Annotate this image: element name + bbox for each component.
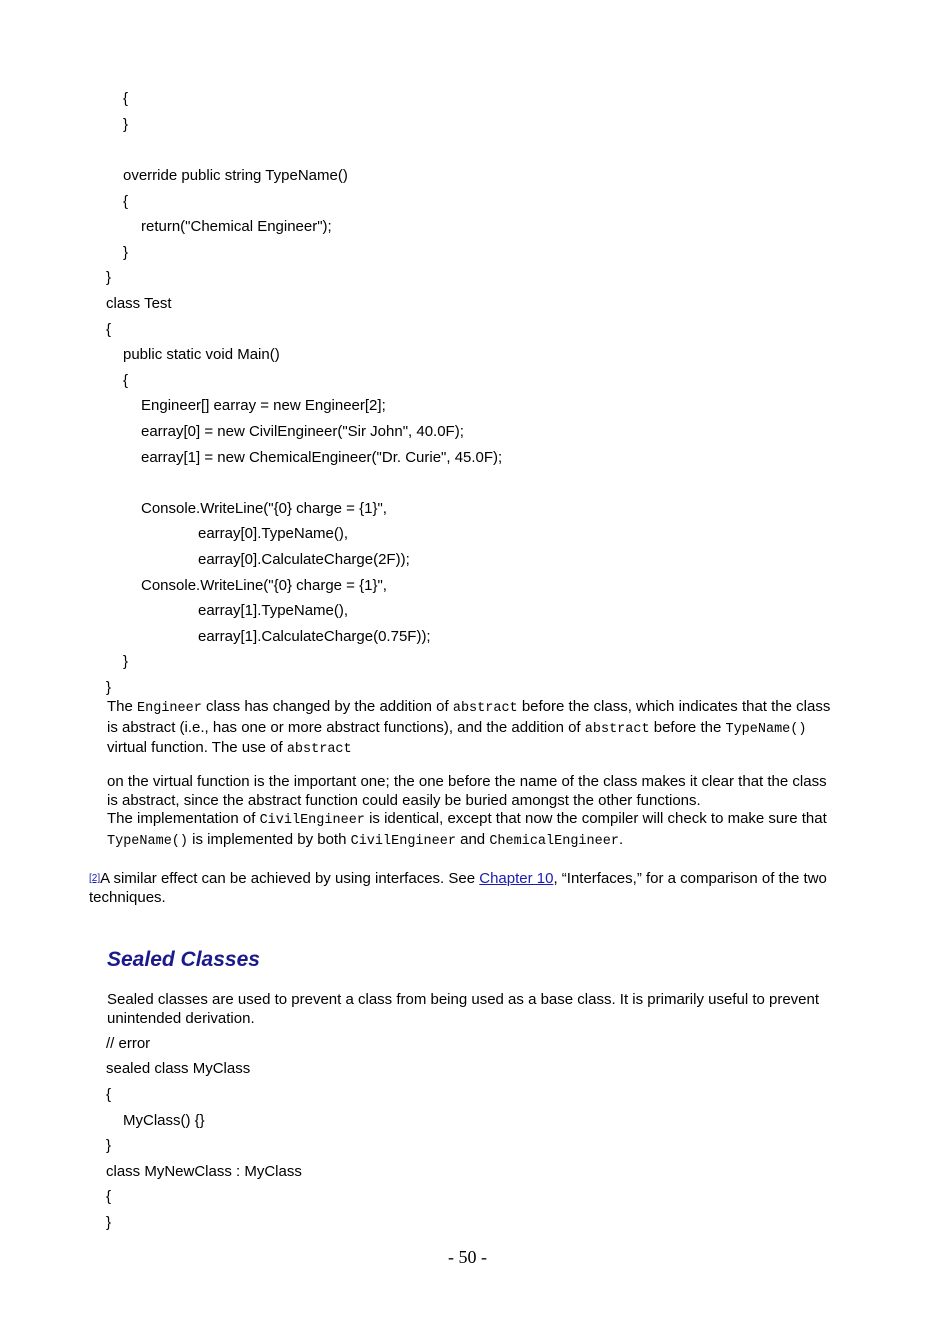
code-line: earray[1] = new ChemicalEngineer("Dr. Curie", 45.0F); [141,449,503,466]
code-run: abstract [584,721,650,737]
code-line: { [106,1086,112,1103]
code-line: class Test [106,295,172,312]
chapter-10-link[interactable]: Chapter 10 [479,870,554,887]
code-run: CivilEngineer [259,813,365,828]
code-run: abstract [452,701,518,716]
code-line: } [106,1214,112,1231]
code-line: class MyNewClass : MyClass [106,1163,302,1180]
text-run: . [618,830,624,848]
code-run: CivilEngineer [350,833,456,849]
code-line: } [106,679,112,696]
text-run: is implemented by both [188,830,351,848]
footnote-ref-link[interactable]: [2] [89,873,101,884]
code-line: { [106,1188,112,1205]
section-heading: Sealed Classes [107,948,260,971]
code-line: override public string TypeName() [123,167,348,184]
code-line: MyClass() {} [123,1112,205,1129]
code-run: abstract [286,742,352,757]
code-line: return("Chemical Engineer"); [141,218,332,235]
code-line: public static void Main() [123,346,280,363]
code-line: } [123,653,129,670]
code-run: TypeName() [107,833,189,849]
code-line: earray[0].TypeName(), [198,525,349,542]
code-line: earray[0] = new CivilEngineer("Sir John", 40.0F); [141,423,464,440]
code-run: TypeName() [725,721,807,737]
code-line: { [106,321,112,338]
text-run: virtual function. The use of [107,739,287,756]
code-line: { [123,90,129,107]
text-run: A similar effect can be achieved by using interfaces. See [100,870,480,887]
code-run: Engineer [137,701,202,716]
text-run: is identical, except that now the compiler will check to make sure that [364,810,827,827]
code-line: Console.WriteLine("{0} charge = {1}", [141,577,387,594]
code-line: earray[1].CalculateCharge(0.75F)); [198,628,431,645]
code-line: { [123,372,129,389]
code-line: earray[0].CalculateCharge(2F)); [198,551,410,568]
paragraph-virtual-function: on the virtual function is the important one; the one before the name of the class makes it clear that the class is abstract, since the abstract function could easily be buried amongst the other functions. [107,773,827,809]
text-run: , “Interfaces,” for a comparison of the two techniques. [89,870,827,906]
code-line: earray[1].TypeName(), [198,602,349,619]
code-line: Engineer[] earray = new Engineer[2]; [141,397,386,414]
code-run: ChemicalEngineer [489,833,619,849]
code-line: Console.WriteLine("{0} charge = {1}", [141,500,387,517]
paragraph-implementation [107,810,837,851]
text-run: and [455,830,490,848]
code-line: } [123,244,129,261]
text-run: before the class, which indicates that the class is abstract (i.e., has one or more abstract functions), and the addition of [107,698,831,736]
paragraph-sealed-classes: Sealed classes are used to prevent a class from being used as a base class. It is primarily useful to prevent unintended derivation. [107,991,820,1027]
code-line: } [123,116,129,133]
code-line: sealed class MyClass [106,1060,251,1077]
code-line: } [106,1137,112,1154]
text-run: before the [649,718,726,736]
text-run: class has changed by the addition of [201,698,453,715]
text-run: The [107,698,138,715]
code-line: // error [106,1035,151,1052]
text-run: The implementation of [107,810,260,827]
page-number: - 50 - [448,1247,487,1267]
code-line: { [123,193,129,210]
code-line: } [106,269,112,286]
footnote [89,870,839,907]
paragraph-abstract-explanation [107,698,837,760]
